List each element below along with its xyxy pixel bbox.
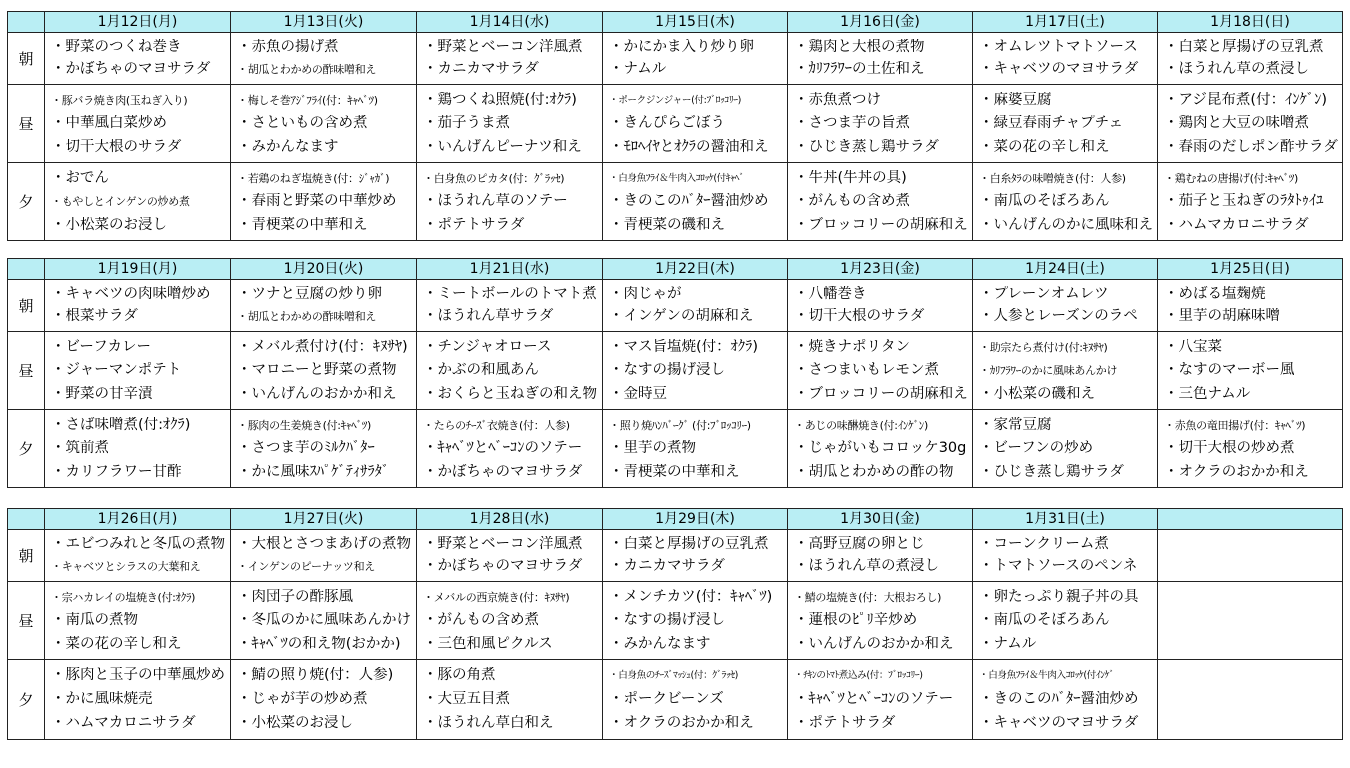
dish-item: ・緑豆春雨チャプチェ: [979, 115, 1124, 131]
menu-cell: [973, 85, 1158, 163]
dish-item: ・ｶﾘﾌﾗﾜｰのかに風味あんかけ: [979, 364, 1118, 377]
menu-cell: [45, 410, 231, 488]
dish-item: ・さば味噌煮(付:ｵｸﾗ): [51, 416, 191, 433]
dish-item: ・みかんなます: [237, 138, 339, 155]
dish-item: ・チンジャオロース: [423, 338, 552, 355]
menu-cell: [973, 410, 1158, 488]
dish-item: ・小松菜のお浸し: [237, 715, 353, 731]
menu-cell: [417, 410, 603, 488]
dish-item: ・豚バラ焼き肉(玉ねぎ入り): [51, 93, 188, 107]
dish-item: ・春雨と野菜の中華炒め: [237, 193, 397, 209]
dish-item: ・ｶﾘﾌﾗﾜｰの土佐和え: [794, 61, 925, 78]
dish-item: ・キャベツのマヨサラダ: [979, 61, 1139, 78]
day-header: 1月25日(日): [1158, 259, 1343, 280]
menu-cell: [417, 530, 603, 582]
dish-item: ・根菜サラダ: [51, 308, 138, 325]
menu-cell: [231, 660, 417, 740]
day-header: 1月20日(火): [231, 259, 417, 280]
dish-item: ・オクラのおかか和え: [609, 715, 754, 731]
dish-item: ・助宗たら煮付け(付:ｷﾇｻﾔ): [979, 340, 1108, 354]
dish-item: ・肉じゃが: [609, 285, 682, 302]
dish-item: ・メンチカツ(付：ｷｬﾍﾞﾂ): [609, 588, 773, 605]
day-header: 1月27日(火): [231, 509, 417, 530]
day-header: 1月14日(水): [417, 12, 603, 33]
dish-item: ・ポテトサラダ: [794, 715, 896, 731]
menu-cell: [231, 530, 417, 582]
dish-item: ・八幡巻き: [794, 285, 867, 302]
dish-item: ・麻婆豆腐: [979, 91, 1052, 108]
dish-item: ・赤魚の竜田揚げ(付：ｷｬﾍﾞﾂ): [1164, 418, 1306, 432]
dish-item: ・さといもの含め煮: [237, 115, 368, 131]
menu-cell: [973, 530, 1158, 582]
dish-item: ・白身魚のﾁｰｽﾞﾏｯｼｭ(付：ｸﾞﾗｯｾ): [609, 670, 739, 681]
day-header: 1月22日(木): [603, 259, 788, 280]
dish-item: ・野菜のつくね巻き: [51, 38, 182, 55]
dish-item: ・いんげんのおかか和え: [237, 385, 397, 402]
dish-item: ・エビつみれと冬瓜の煮物: [51, 535, 225, 552]
meal-label: 夕: [8, 163, 45, 241]
menu-cell: [603, 410, 788, 488]
dish-item: ・照り焼ﾊﾝﾊﾞｰｸﾞ (付:ﾌﾞﾛｯｺﾘｰ): [609, 418, 751, 432]
dish-item: ・八宝菜: [1164, 338, 1222, 355]
dish-item: ・菜の花の辛し和え: [51, 635, 182, 652]
dish-item: ・切干大根のサラダ: [51, 138, 182, 155]
dish-item: ・鶏むねの唐揚げ(付:ｷｬﾍﾞﾂ): [1164, 171, 1298, 185]
dish-item: ・おでん: [51, 169, 109, 186]
dish-item: ・ビーフカレー: [51, 338, 152, 355]
dish-item: ・ほうれん草の煮浸し: [1164, 61, 1309, 78]
menu-cell: [45, 332, 231, 410]
menu-cell: [45, 530, 231, 582]
dish-item: ・アジ昆布煮(付：ｲﾝｹﾞﾝ): [1164, 91, 1327, 108]
meal-label: 朝: [8, 280, 45, 332]
dish-item: ・ナムル: [979, 635, 1037, 652]
menu-cell: [45, 660, 231, 740]
menu-cell: [973, 33, 1158, 85]
menu-cell: [417, 85, 603, 163]
dish-item: ・高野豆腐の卵とじ: [794, 535, 925, 552]
meal-label: 朝: [8, 530, 45, 582]
dish-item: ・白菜と厚揚げの豆乳煮: [1164, 38, 1324, 55]
dish-item: ・かにかま入り炒り卵: [609, 38, 754, 55]
dish-item: ・ひじき蒸し鶏サラダ: [794, 138, 939, 155]
menu-cell: [45, 163, 231, 241]
dish-item: ・ｷｬﾍﾞﾂとﾍﾞｰｺﾝのソテー: [794, 691, 954, 707]
dish-item: ・切干大根の炒め煮: [1164, 440, 1295, 456]
dish-item: ・春雨のだしポン酢サラダ: [1164, 138, 1338, 155]
menu-cell: [417, 332, 603, 410]
dish-item: ・鶏つくね照焼(付:ｵｸﾗ): [423, 91, 577, 108]
dish-item: ・焼きナポリタン: [794, 338, 910, 355]
dish-item: ・白身魚のピカタ(付：ｸﾞﾗｯｾ): [423, 171, 565, 185]
menu-cell: [1158, 582, 1343, 660]
dish-item: ・白糸ﾀﾗの味噌焼き(付：人参): [979, 171, 1126, 185]
dish-item: ・青梗菜の中華和え: [609, 463, 740, 480]
dish-item: ・きんぴらごぼう: [609, 115, 725, 131]
menu-cell: [603, 332, 788, 410]
day-header: 1月13日(火): [231, 12, 417, 33]
day-header: 1月15日(木): [603, 12, 788, 33]
menu-cell: [1158, 163, 1343, 241]
dish-item: ・なすのマーボー風: [1164, 362, 1295, 378]
menu-cell: [788, 660, 973, 740]
dish-item: ・里芋の胡麻味噌: [1164, 308, 1280, 325]
dish-item: ・プレーンオムレツ: [979, 285, 1109, 302]
menu-cell: [45, 582, 231, 660]
menu-cell: [603, 530, 788, 582]
menu-cell: [1158, 530, 1343, 582]
dish-item: ・マス旨塩焼(付：ｵｸﾗ): [609, 338, 759, 355]
dish-item: ・オムレツトマトソース: [979, 38, 1138, 55]
meal-label: 夕: [8, 410, 45, 488]
dish-item: ・カニカマサラダ: [609, 558, 725, 575]
menu-cell: [231, 85, 417, 163]
dish-item: ・野菜とベーコン洋風煮: [423, 38, 583, 55]
dish-item: ・ブロッコリーの胡麻和え: [794, 385, 968, 402]
week-table-1: [7, 11, 1343, 241]
menu-cell: [231, 280, 417, 332]
dish-item: ・キャベツとシラスの大葉和え: [51, 560, 201, 574]
dish-item: ・鶏肉と大根の煮物: [794, 38, 925, 55]
dish-item: ・きのこのﾊﾞﾀｰ醤油炒め: [979, 691, 1139, 707]
dish-item: ・ほうれん草サラダ: [423, 308, 554, 325]
dish-item: ・豚肉と玉子の中華風炒め: [51, 667, 225, 683]
dish-item: ・ｷｬﾍﾞﾂの和え物(おかか): [237, 635, 401, 652]
dish-item: ・メバル煮付け(付：ｷﾇｻﾔ): [237, 338, 408, 355]
dish-item: ・あじの味醂焼き(付:ｲﾝｹﾞﾝ): [794, 418, 928, 432]
menu-cell: [603, 85, 788, 163]
dish-item: ・肉団子の酢豚風: [237, 588, 353, 605]
dish-item: ・大豆五目煮: [423, 691, 510, 707]
header-corner: [8, 509, 45, 530]
dish-item: ・宗ハカレイの塩焼き(付:ｵｸﾗ): [51, 590, 196, 604]
day-header: 1月29日(木): [603, 509, 788, 530]
dish-item: ・家常豆腐: [979, 416, 1052, 433]
dish-item: ・野菜の甘辛漬: [51, 385, 153, 402]
menu-cell: [788, 85, 973, 163]
menu-cell: [1158, 410, 1343, 488]
dish-item: ・胡瓜とわかめの酢味噌和え: [237, 310, 377, 324]
day-header: 1月17日(土): [973, 12, 1158, 33]
header-corner: [8, 259, 45, 280]
dish-item: ・白身魚ﾌﾗｲ＆牛肉入ｺﾛｯｹ(付ｷｬﾍﾞ: [609, 172, 744, 184]
dish-item: ・金時豆: [609, 385, 667, 402]
menu-cell: [788, 582, 973, 660]
menu-cell: [603, 33, 788, 85]
dish-item: ・青梗菜の磯和え: [609, 216, 725, 233]
week-table-3: [7, 508, 1343, 740]
dish-item: ・卵たっぷり親子丼の具: [979, 588, 1139, 605]
dish-item: ・もやしとインゲンの炒め煮: [51, 195, 190, 208]
dish-item: ・めばる塩麹焼: [1164, 285, 1266, 302]
dish-item: ・蓮根のﾋﾟﾘ辛炒め: [794, 612, 918, 628]
dish-item: ・キャベツの肉味噌炒め: [51, 285, 211, 302]
dish-item: ・いんげんのおかか和え: [794, 635, 954, 652]
dish-item: ・ポークジンジャー(付:ﾌﾞﾛｯｺﾘｰ): [609, 94, 741, 106]
dish-item: ・かぼちゃのマヨサラダ: [51, 61, 211, 78]
day-header: 1月26日(月): [45, 509, 231, 530]
menu-cell: [1158, 280, 1343, 332]
dish-item: ・豚の角煮: [423, 667, 496, 683]
day-header: 1月18日(日): [1158, 12, 1343, 33]
menu-cell: [1158, 85, 1343, 163]
menu-cell: [417, 582, 603, 660]
dish-item: ・さつまいもレモン煮: [794, 362, 939, 378]
menu-cell: [45, 33, 231, 85]
day-header: 1月31日(土): [973, 509, 1158, 530]
dish-item: ・南瓜のそぼろあん: [979, 193, 1110, 209]
dish-item: ・牛丼(牛丼の具): [794, 169, 907, 186]
dish-item: ・白身魚ﾌﾗｲ＆牛肉入ｺﾛｯｹ(付ｲﾝｹﾞ: [979, 670, 1114, 681]
meal-label: 朝: [8, 33, 45, 85]
menu-cell: [973, 582, 1158, 660]
menu-cell: [603, 163, 788, 241]
dish-item: ・なすの揚げ浸し: [609, 362, 725, 378]
week-table-2: [7, 258, 1343, 488]
dish-item: ・胡瓜とわかめの酢の物: [794, 463, 954, 480]
dish-item: ・南瓜のそぼろあん: [979, 612, 1110, 628]
header-corner: [8, 12, 45, 33]
dish-item: ・ツナと豆腐の炒り卵: [237, 285, 382, 302]
menu-cell: [45, 85, 231, 163]
menu-cell: [973, 332, 1158, 410]
day-header: 1月30日(金): [788, 509, 973, 530]
dish-item: ・鯖の塩焼き(付：大根おろし): [794, 590, 942, 604]
dish-item: ・かに風味焼売: [51, 691, 153, 707]
menu-cell: [973, 660, 1158, 740]
dish-item: ・なすの揚げ浸し: [609, 612, 725, 628]
dish-item: ・切干大根のサラダ: [794, 308, 925, 325]
dish-item: ・いんげんピーナツ和え: [423, 138, 582, 155]
menu-cell: [231, 582, 417, 660]
menu-cell: [1158, 33, 1343, 85]
menu-cell: [788, 33, 973, 85]
dish-item: ・鶏肉と大豆の味噌煮: [1164, 115, 1309, 131]
dish-item: ・かぼちゃのマヨサラダ: [423, 558, 583, 575]
dish-item: ・青梗菜の中華和え: [237, 216, 368, 233]
dish-item: ・かぼちゃのマヨサラダ: [423, 463, 583, 480]
dish-item: ・白菜と厚揚げの豆乳煮: [609, 535, 769, 552]
dish-item: ・梅しそ巻ｱｼﾞﾌﾗｲ(付：ｷｬﾍﾞﾂ): [237, 93, 378, 107]
menu-cell: [231, 163, 417, 241]
dish-item: ・里芋の煮物: [609, 440, 696, 456]
dish-item: ・マロニーと野菜の煮物: [237, 362, 397, 378]
dish-item: ・大根とさつまあげの煮物: [237, 535, 411, 552]
day-header: 1月12日(月): [45, 12, 231, 33]
dish-item: ・さつま芋の旨煮: [794, 115, 910, 131]
dish-item: ・小松菜の磯和え: [979, 385, 1095, 402]
dish-item: ・三色ナムル: [1164, 385, 1251, 402]
menu-cell: [603, 280, 788, 332]
dish-item: ・ミートボールのトマト煮: [423, 285, 597, 302]
menu-cell: [788, 410, 973, 488]
dish-item: ・ジャーマンポテト: [51, 362, 182, 378]
menu-cell: [231, 332, 417, 410]
dish-item: ・野菜とベーコン洋風煮: [423, 535, 583, 552]
dish-item: ・インゲンの胡麻和え: [609, 308, 754, 325]
dish-item: ・がんもの含め煮: [423, 612, 539, 628]
dish-item: ・おくらと玉ねぎの和え物: [423, 385, 597, 402]
menu-cell: [603, 582, 788, 660]
dish-item: ・ほうれん草白和え: [423, 715, 554, 731]
menu-cell: [417, 33, 603, 85]
menu-cell: [788, 163, 973, 241]
dish-item: ・三色和風ピクルス: [423, 635, 553, 652]
dish-item: ・ﾓﾛﾍｲﾔとｵｸﾗの醤油和え: [609, 138, 769, 155]
menu-cell: [973, 280, 1158, 332]
dish-item: ・オクラのおかか和え: [1164, 463, 1309, 480]
dish-item: ・いんげんのかに風味和え: [979, 216, 1153, 233]
dish-item: ・かに風味ｽﾊﾟｹﾞﾃｨｻﾗﾀﾞ: [237, 463, 390, 480]
dish-item: ・ポテトサラダ: [423, 216, 525, 233]
dish-item: ・トマトソースのペンネ: [979, 558, 1138, 575]
day-header: 1月28日(水): [417, 509, 603, 530]
dish-item: ・中華風白菜炒め: [51, 115, 167, 131]
dish-item: ・茄子うま煮: [423, 115, 510, 131]
day-header: 1月21日(水): [417, 259, 603, 280]
dish-item: ・ﾁｷﾝのﾄﾏﾄ煮込み(付：ﾌﾞﾛｯｺﾘｰ): [794, 670, 923, 681]
dish-item: ・カニカマサラダ: [423, 61, 539, 78]
dish-item: ・コーンクリーム煮: [979, 535, 1109, 552]
menu-cell: [973, 163, 1158, 241]
dish-item: ・ｷｬﾍﾞﾂとﾍﾞｰｺﾝのソテー: [423, 440, 583, 456]
dish-item: ・胡瓜とわかめの酢味噌和え: [237, 63, 377, 77]
dish-item: ・かぶの和風あん: [423, 362, 539, 378]
dish-item: ・ひじき蒸し鶏サラダ: [979, 463, 1124, 480]
menu-cell: [231, 33, 417, 85]
dish-item: ・鯖の照り焼(付：人参): [237, 667, 394, 683]
menu-cell: [788, 530, 973, 582]
day-header: [1158, 509, 1343, 530]
dish-item: ・きのこのﾊﾞﾀｰ醤油炒め: [609, 193, 769, 209]
meal-label: 昼: [8, 332, 45, 410]
day-header: 1月16日(金): [788, 12, 973, 33]
menu-cell: [1158, 332, 1343, 410]
dish-item: ・メバルの西京焼き(付：ｷﾇｻﾔ): [423, 590, 570, 604]
dish-item: ・茄子と玉ねぎのﾗﾀﾄｩｲﾕ: [1164, 193, 1324, 209]
dish-item: ・じゃが芋の炒め煮: [237, 691, 368, 707]
day-header: 1月24日(土): [973, 259, 1158, 280]
dish-item: ・がんもの含め煮: [794, 193, 910, 209]
dish-item: ・赤魚の揚げ煮: [237, 38, 339, 55]
menu-cell: [417, 280, 603, 332]
dish-item: ・菜の花の辛し和え: [979, 138, 1110, 155]
day-header: 1月23日(金): [788, 259, 973, 280]
menu-cell: [417, 660, 603, 740]
menu-cell: [417, 163, 603, 241]
dish-item: ・赤魚煮つけ: [794, 91, 881, 108]
dish-item: ・豚肉の生姜焼き(付:ｷｬﾍﾞﾂ): [237, 418, 371, 432]
dish-item: ・ポークビーンズ: [609, 691, 724, 707]
dish-item: ・カリフラワー甘酢: [51, 463, 182, 480]
meal-label: 昼: [8, 582, 45, 660]
dish-item: ・小松菜のお浸し: [51, 216, 167, 233]
menu-cell: [788, 280, 973, 332]
dish-item: ・人参とレーズンのラペ: [979, 308, 1138, 325]
meal-label: 夕: [8, 660, 45, 740]
dish-item: ・インゲンのピーナッツ和え: [237, 560, 375, 574]
menu-cell: [45, 280, 231, 332]
dish-item: ・ほうれん草のソテー: [423, 193, 568, 209]
dish-item: ・みかんなます: [609, 635, 711, 652]
menu-cell: [603, 660, 788, 740]
dish-item: ・キャベツのマヨサラダ: [979, 715, 1139, 731]
dish-item: ・南瓜の煮物: [51, 612, 138, 628]
dish-item: ・ナムル: [609, 61, 667, 78]
dish-item: ・ビーフンの炒め: [979, 440, 1094, 456]
dish-item: ・冬瓜のかに風味あんかけ: [237, 612, 411, 628]
dish-item: ・ブロッコリーの胡麻和え: [794, 216, 968, 233]
dish-item: ・さつま芋のﾐﾙｸﾊﾞﾀｰ: [237, 440, 375, 456]
dish-item: ・じゃがいもコロッケ30g: [794, 440, 967, 456]
menu-cell: [231, 410, 417, 488]
dish-item: ・若鶏のねぎ塩焼き(付：ｼﾞｬｶﾞ): [237, 171, 390, 185]
menu-cell: [1158, 660, 1343, 740]
meal-label: 昼: [8, 85, 45, 163]
menu-cell: [788, 332, 973, 410]
dish-item: ・筑前煮: [51, 440, 109, 456]
dish-item: ・たらのﾁｰｽﾞ衣焼き(付：人参): [423, 418, 570, 432]
day-header: 1月19日(月): [45, 259, 231, 280]
dish-item: ・ハムマカロニサラダ: [51, 715, 196, 731]
dish-item: ・ほうれん草の煮浸し: [794, 558, 939, 575]
dish-item: ・ハムマカロニサラダ: [1164, 216, 1309, 233]
